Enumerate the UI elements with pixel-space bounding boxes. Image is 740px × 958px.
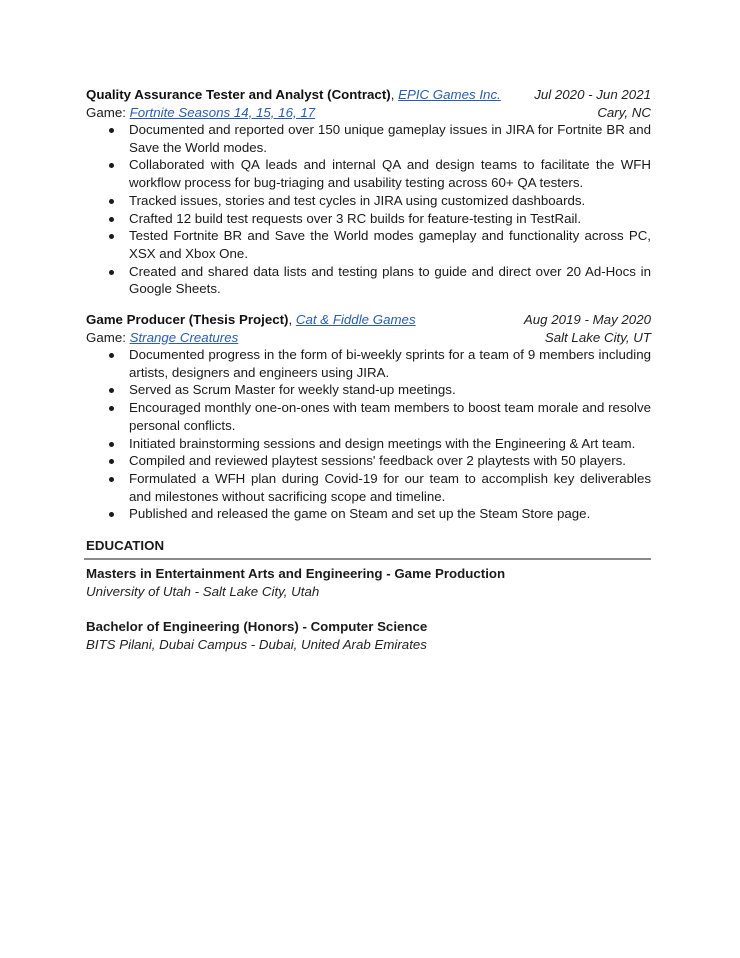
degree: Masters in Entertainment Arts and Engineering - Game Production: [86, 566, 506, 582]
bullet-item: Served as Scrum Master for weekly stand-up meetings.: [129, 381, 651, 399]
bullet-item: Crafted 12 build test requests over 3 RC builds for feature-testing in TestRail.: [129, 210, 651, 228]
bullet-item: Encouraged monthly one-on-ones with team members to boost team morale and resolve personal conflicts.: [129, 400, 651, 433]
bullet-item: Created and shared data lists and testing plans to guide and direct over 20 Ad-Hocs in Google Sheets.: [129, 263, 651, 297]
section-divider: [84, 558, 651, 560]
bullet-item: Tested Fortnite BR and Save the World modes gameplay and functionality across PC, XSX and Xbox One.: [129, 228, 651, 261]
bullet-item: Initiated brainstorming sessions and design meetings with the Engineering & Art team.: [129, 435, 651, 453]
bullet-item: Published and released the game on Steam and set up the Steam Store page.: [129, 505, 651, 523]
education-heading: EDUCATION: [86, 538, 165, 554]
job-dates: Aug 2019 - May 2020: [523, 312, 651, 328]
bullet-item: Formulated a WFH plan during Covid-19 for our team to accomplish key deliverables and milestones without sacrificing scope and timeline.: [129, 470, 651, 504]
job-location: Salt Lake City, UT: [544, 329, 651, 345]
separator: ,: [288, 312, 296, 328]
degree: Bachelor of Engineering (Honors) - Computer Science: [86, 619, 428, 635]
resume-page: [86, 86, 651, 671]
job-entry-epic: [86, 86, 651, 298]
bullet-item: Compiled and reviewed playtest sessions' feedback over 2 playtests with 50 players.: [129, 452, 651, 470]
education-entry: [86, 565, 651, 600]
institution: BITS Pilani, Dubai Campus - Dubai, United Arab Emirates: [86, 636, 427, 652]
game-label: Game:: [86, 104, 130, 120]
job-title: Game Producer (Thesis Project): [86, 312, 289, 328]
job-dates: Jul 2020 - Jun 2021: [534, 87, 651, 102]
job-subheader: [86, 104, 651, 122]
job-title: Quality Assurance Tester and Analyst (Contract): [86, 87, 391, 102]
game-link[interactable]: Strange Creatures: [129, 329, 239, 345]
institution: University of Utah - Salt Lake City, Utah: [86, 583, 320, 599]
bullet-item: Documented and reported over 150 unique gameplay issues in JIRA for Fortnite BR and Save the World modes.: [129, 122, 651, 155]
game-label: Game:: [86, 329, 130, 345]
job-bullets: [86, 346, 651, 523]
game-link[interactable]: Fortnite Seasons 14, 15, 16, 17: [129, 104, 316, 120]
job-header: [86, 311, 651, 329]
bullet-item: Tracked issues, stories and test cycles in JIRA using customized dashboards.: [129, 192, 651, 210]
company-link[interactable]: EPIC Games Inc.: [398, 87, 501, 102]
job-entry-cat-fiddle: [86, 311, 651, 523]
job-location: Cary, NC: [597, 104, 651, 120]
separator: ,: [390, 87, 399, 102]
education-entry: [86, 618, 651, 653]
bullet-item: Documented progress in the form of bi-weekly sprints for a team of 9 members including artists, designers and engineers using JIRA.: [129, 347, 651, 380]
company-link[interactable]: Cat & Fiddle Games: [295, 312, 416, 328]
bullet-item: Collaborated with QA leads and internal QA and design teams to facilitate the WFH workflow process for bug-triaging and usability testing across 60+ QA testers.: [129, 157, 651, 191]
job-subheader: [86, 329, 651, 347]
job-bullets: [86, 121, 651, 298]
job-header: [86, 86, 651, 104]
